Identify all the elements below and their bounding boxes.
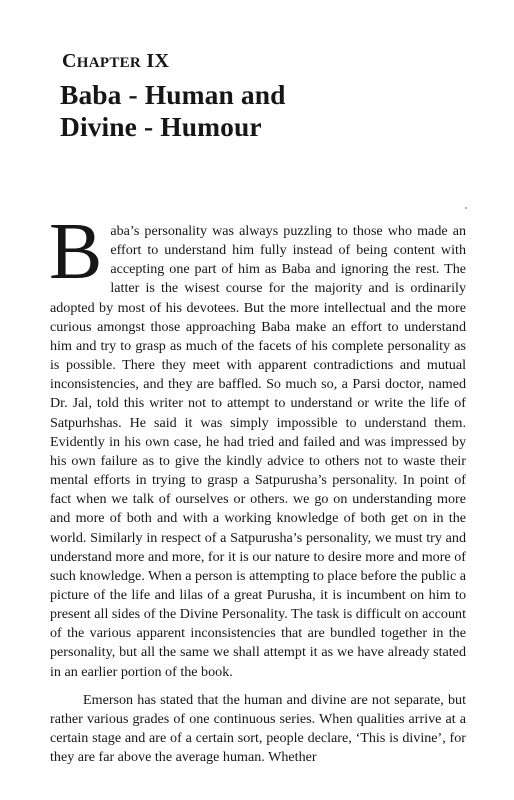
chapter-label [62, 50, 169, 73]
paragraph-1-text: aba’s personality was always puzzling to those who made an effort to understand him fully instead of being content with accepting one part of him as Baba and ignoring the rest. The latter is the wisest course for the majority and is ordinarily adopted by most of his devotees. But the more intellectual and the more curious amongst those approaching Baba make an effort to understand him and try to grasp as much of the facets of his complete personality as is possible. There they meet with apparent contradictions and mutual inconsistencies, and they are baffled. So much so, a Parsi doctor, named Dr. Jal, told this writer not to attempt to understand or write the life of Satpurhshas. He said it was simply impossible to understand them. Evidently in his own case, he had tried and failed and was impressed by his own failure as to give the kindly advice to others not to waste their mental efforts in trying to grasp a Satpurusha’s personality. In point of fact when we talk of ourselves or others. we go on understanding more and more of both and with a working knowledge of both get on in the world. Similarly in respect of a Satpurusha’s personality, we must try and understand more and more, for it is our nature to desire more and more of such knowledge. When a person is attempting to place before the public a picture of the life and lilas of a great Purusha, it is incumbent on him to present all sides of the Divine Personality. The task is difficult on account of the various apparent inconsistencies that are bundled together in the personality, but all the same we shall attempt it as we have already stated in an earlier portion of the book. [50, 223, 466, 680]
chapter-label-initial: C [62, 50, 77, 72]
body-text [49, 208, 466, 767]
drop-cap: B [49, 208, 103, 296]
chapter-title-line-2: Divine - Humour [60, 111, 262, 142]
chapter-title-line-1: Baba - Human and [60, 79, 286, 110]
chapter-number: IX [146, 50, 170, 72]
paragraph-1 [49, 208, 466, 682]
paragraph-2: Emerson has stated that the human and divine are not separate, but rather various grades of one continuous series. When qualities arrive at a certain stage and are of a certain sort, people declare, ‘This is divine’, for they are far above the average human. Whether [50, 691, 466, 766]
chapter-label-word: HAPTER [76, 55, 142, 71]
print-speck [465, 207, 467, 209]
chapter-title [60, 79, 286, 143]
